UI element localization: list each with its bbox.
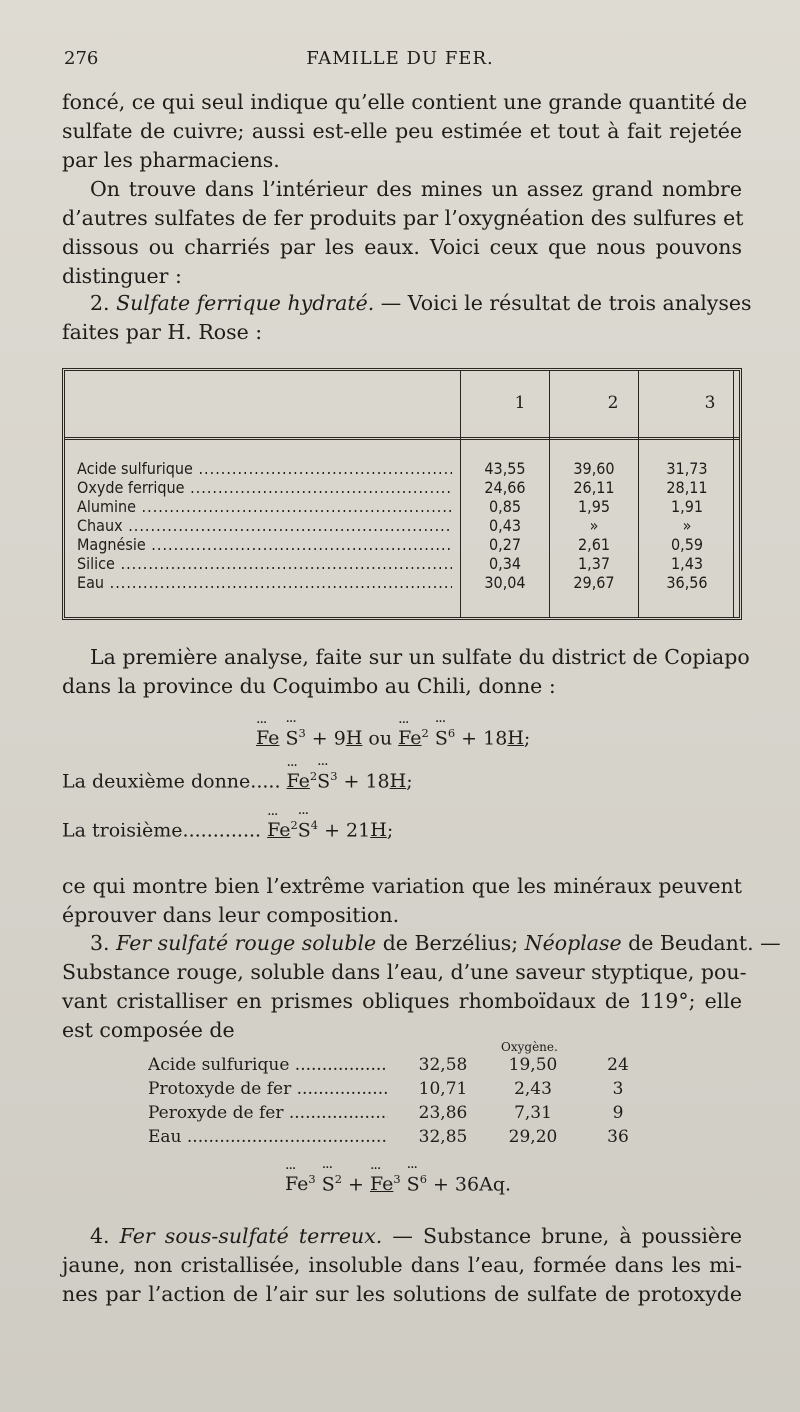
row-label: Silice ..... [77,554,452,573]
text-line: dans la province du Coquimbo au Chili, donne : [62,674,556,698]
text-line: d’autres sulfates de fer produits par l’oxygnéation des sulfures et [62,206,744,230]
formula-term: S [434,727,448,750]
analysis-table [62,368,742,620]
page-number: 276 [64,48,99,69]
cell-value: 28,11 [666,478,708,497]
formula-term: S [317,770,331,793]
text-line: dissous ou charriés par les eaux. Voici ceux que nous pouvons [62,235,742,259]
cell-value: 2,43 [514,1079,552,1099]
formula-op: + 18 [337,770,390,793]
formula-sup: 6 [419,1172,427,1186]
formula-sup: 2 [334,1172,342,1186]
formula-term: ··· Fe [256,727,279,749]
formula-op: + 18 [455,727,508,750]
cell-value: 1,43 [670,554,704,573]
cell-value: 36,56 [666,573,708,592]
mines-paragraph [62,175,742,291]
cell-value: 32,85 [418,1127,468,1147]
formula-third [62,818,393,841]
formula-term: H [370,819,387,842]
cell-value: 0,34 [488,554,522,573]
cell-value: 29,20 [508,1127,558,1147]
section-text: de Beudant. — [621,931,781,955]
section-title: Fer sous-sulfaté terreux. [119,1224,383,1248]
section-text: — Substance brune, à poussière [382,1224,742,1248]
cell-value: 24,66 [484,478,526,497]
cell-value: 36 [607,1127,629,1147]
formula-sup: 2 [309,769,318,783]
section-number: 2. [90,291,110,315]
cell-value: 3 [612,1079,624,1099]
section-3 [62,929,781,1045]
text-line: ce qui montre bien l’extrême variation que les minéraux peuvent [62,874,742,898]
row-label: Oxyde ferrique ..... [77,478,452,497]
section-text: de Berzélius; [376,931,525,955]
text-line: est composée de [62,1018,235,1042]
column-header: 1 [514,393,526,413]
cell-value: » [682,516,692,535]
formula-op: ; [406,770,413,793]
text-line: On trouve dans l’intérieur des mines un assez grand nombre [90,177,742,201]
text-line: nes par l’action de l’air sur les solutions de sulfate de protoxyde [62,1282,742,1306]
formula-term: S [406,1173,420,1196]
copiapo-paragraph [62,643,750,701]
formula-label: La troisième............. [62,819,262,842]
composition-table [148,1053,648,1153]
cell-value: 0,43 [488,516,522,535]
cell-value: 32,58 [418,1055,468,1075]
cell-value: 10,71 [418,1079,468,1099]
row-label: Protoxyde de fer ..... [148,1077,388,1101]
row-label: Eau ..... [77,573,452,592]
cell-value: 0,27 [488,535,522,554]
row-label: Acide sulfurique ..... [148,1053,388,1077]
table-row [77,554,737,573]
formula-first [256,726,530,749]
text-line: Substance rouge, soluble dans l’eau, d’une saveur styptique, pou- [62,960,747,984]
formula-sup: 2 [421,726,429,740]
formula-second [62,769,413,792]
formula-op: ; [523,727,531,750]
formula-op: + 9 [305,727,346,750]
row-label: Peroxyde de fer ..... [148,1101,388,1125]
section-number: 4. [90,1224,110,1248]
table-row [148,1101,648,1125]
text-line: faites par H. Rose : [62,320,263,344]
section-2-heading [62,289,752,347]
formula-term: ··· Fe [398,727,421,749]
oxygen-header: Oxygène. [501,1040,558,1054]
cell-value: » [589,516,599,535]
section-text: — Voici le résultat de trois analyses [374,291,752,315]
text-line: par les pharmaciens. [62,148,280,172]
formula-term: H [507,727,524,750]
table-row [148,1077,648,1101]
cell-value: 19,50 [508,1055,558,1075]
text-line [62,1222,742,1251]
formula-op: + 21 [318,819,371,842]
cell-value: 30,04 [484,573,526,592]
formula-term: ··· Fe [285,1173,308,1195]
formula-term: H [389,770,407,793]
row-label: Magnésie ..... [77,535,452,554]
cell-value: 1,95 [577,497,611,516]
cell-value: 0,85 [488,497,522,516]
cell-value: 43,55 [484,459,526,478]
row-label: Acide sulfurique ..... [77,459,452,478]
cell-value: 9 [612,1103,624,1123]
formula-sup: 4 [310,818,319,832]
cell-value: 24 [607,1055,629,1075]
section-title-alt: Néoplase [524,931,622,955]
row-label: Chaux ..... [77,516,452,535]
text-line: jaune, non cristallisée, insoluble dans l’eau, formée dans les mi- [62,1253,742,1277]
text-line: sulfate de cuivre; aussi est-elle peu estimée et tout à fait rejetée [62,119,742,143]
row-label: Alumine ..... [77,497,452,516]
running-head [64,48,736,74]
table-row [148,1125,648,1149]
section-title: Sulfate ferrique hydraté. [116,291,375,315]
text-line: vant cristalliser en prismes obliques rhomboïdaux de 119°; elle [62,989,742,1013]
text-line: foncé, ce qui seul indique qu’elle contient une grande quantité de [62,90,748,114]
formula-term: S [297,819,311,842]
cell-value: 23,86 [418,1103,468,1123]
row-label: Eau ..... [148,1125,388,1149]
formula-term: ··· Fe [267,819,290,841]
section-4 [62,1222,742,1309]
formula-op: ou [362,727,399,750]
table-row [77,535,737,554]
text-line [62,289,752,318]
text-line [62,929,781,958]
cell-value: 1,91 [670,497,704,516]
text-line: distinguer : [62,264,182,288]
formula-op: + 36Aq. [426,1173,512,1196]
formula-sup: 3 [298,726,306,740]
cell-value: 39,60 [573,459,615,478]
table-row [77,573,737,592]
table-row [77,516,737,535]
table-row [148,1053,648,1077]
cell-value: 31,73 [666,459,708,478]
text-line: La première analyse, faite sur un sulfate du district de Copiapo [90,645,750,669]
table-row [77,478,737,497]
formula-composition [285,1172,511,1195]
formula-op: ; [386,819,394,842]
text-line: éprouver dans leur composition. [62,903,400,927]
formula-sup: 3 [308,1172,316,1186]
formula-term: H [345,727,363,750]
formula-sup: 3 [330,769,338,783]
column-header: 2 [607,393,619,413]
cell-value: 7,31 [514,1103,552,1123]
formula-op: + [341,1173,370,1196]
formula-term: S [321,1173,335,1196]
formula-term: ··· Fe [370,1173,393,1195]
cell-value: 29,67 [573,573,615,592]
chapter-title: FAMILLE DU FER. [306,48,494,69]
cell-value: 2,61 [577,535,611,554]
cell-value: 0,59 [670,535,704,554]
table-row [77,459,737,478]
section-title: Fer sulfaté rouge soluble [116,931,377,955]
formula-term: S [285,727,299,750]
formula-sup: 2 [290,818,298,832]
section-number: 3. [90,931,110,955]
cell-value: 1,37 [577,554,611,573]
cell-value: 26,11 [573,478,615,497]
formula-label: La deuxième donne..... [62,770,281,793]
formula-sup: 3 [393,1172,401,1186]
variation-paragraph [62,872,742,930]
intro-paragraph [62,88,748,175]
column-header: 3 [704,393,716,413]
formula-sup: 6 [447,726,456,740]
formula-term: ··· Fe [287,770,310,792]
table-row [77,497,737,516]
